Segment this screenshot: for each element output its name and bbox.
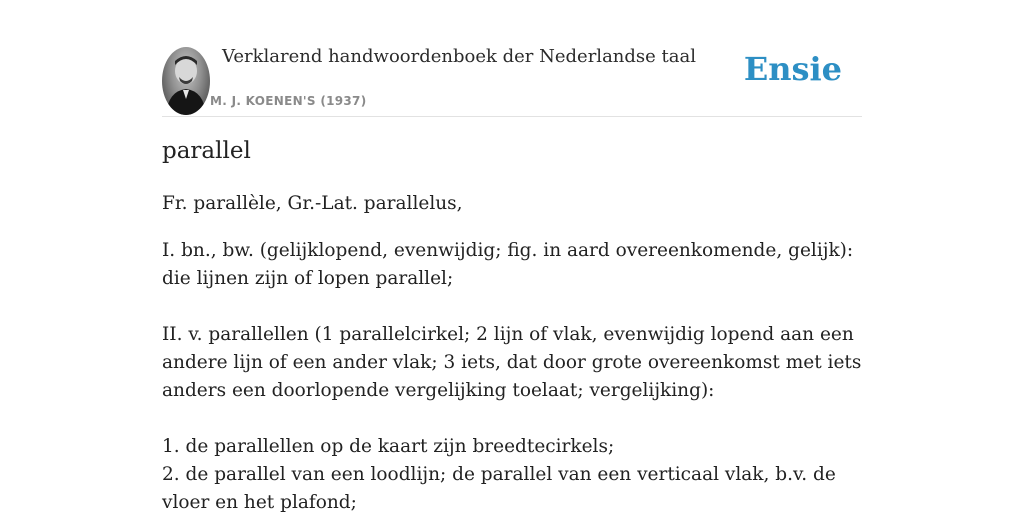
entry-sense-2: II. v. parallellen (1 parallelcirkel; 2 lijn of vlak, evenwijdig lopend aan een andere lijn of een ander vlak; 3 iets, dat door grote overeenkomst met iets anders een doorlopende vergelijking toelaat; vergelijking): [162,324,862,401]
entry-body [162,190,862,512]
author-portrait-icon [162,47,210,115]
portrait-figure [162,47,210,115]
entry-example-2: 2. de parallel van een loodlijn; de parallel van een verticaal vlak, b.v. de vloer en het plafond; [162,464,836,512]
entry-etymology: Fr. parallèle, Gr.-Lat. parallelus, [162,193,463,214]
entry-example-1: 1. de parallellen op de kaart zijn breedtecirkels; [162,436,615,457]
entry-headword: parallel [162,138,251,164]
dictionary-header [162,40,862,117]
entry-sense-1: I. bn., bw. (gelijklopend, evenwijdig; fig. in aard overeenkomende, gelijk): die lijnen zijn of lopen parallel; [162,240,854,289]
book-title[interactable]: Verklarend handwoordenboek der Nederlandse taal [222,46,696,67]
ensie-logo[interactable]: Ensie [743,50,842,88]
page-container [162,0,862,512]
author-label: M. J. KOENEN'S (1937) [210,94,367,108]
